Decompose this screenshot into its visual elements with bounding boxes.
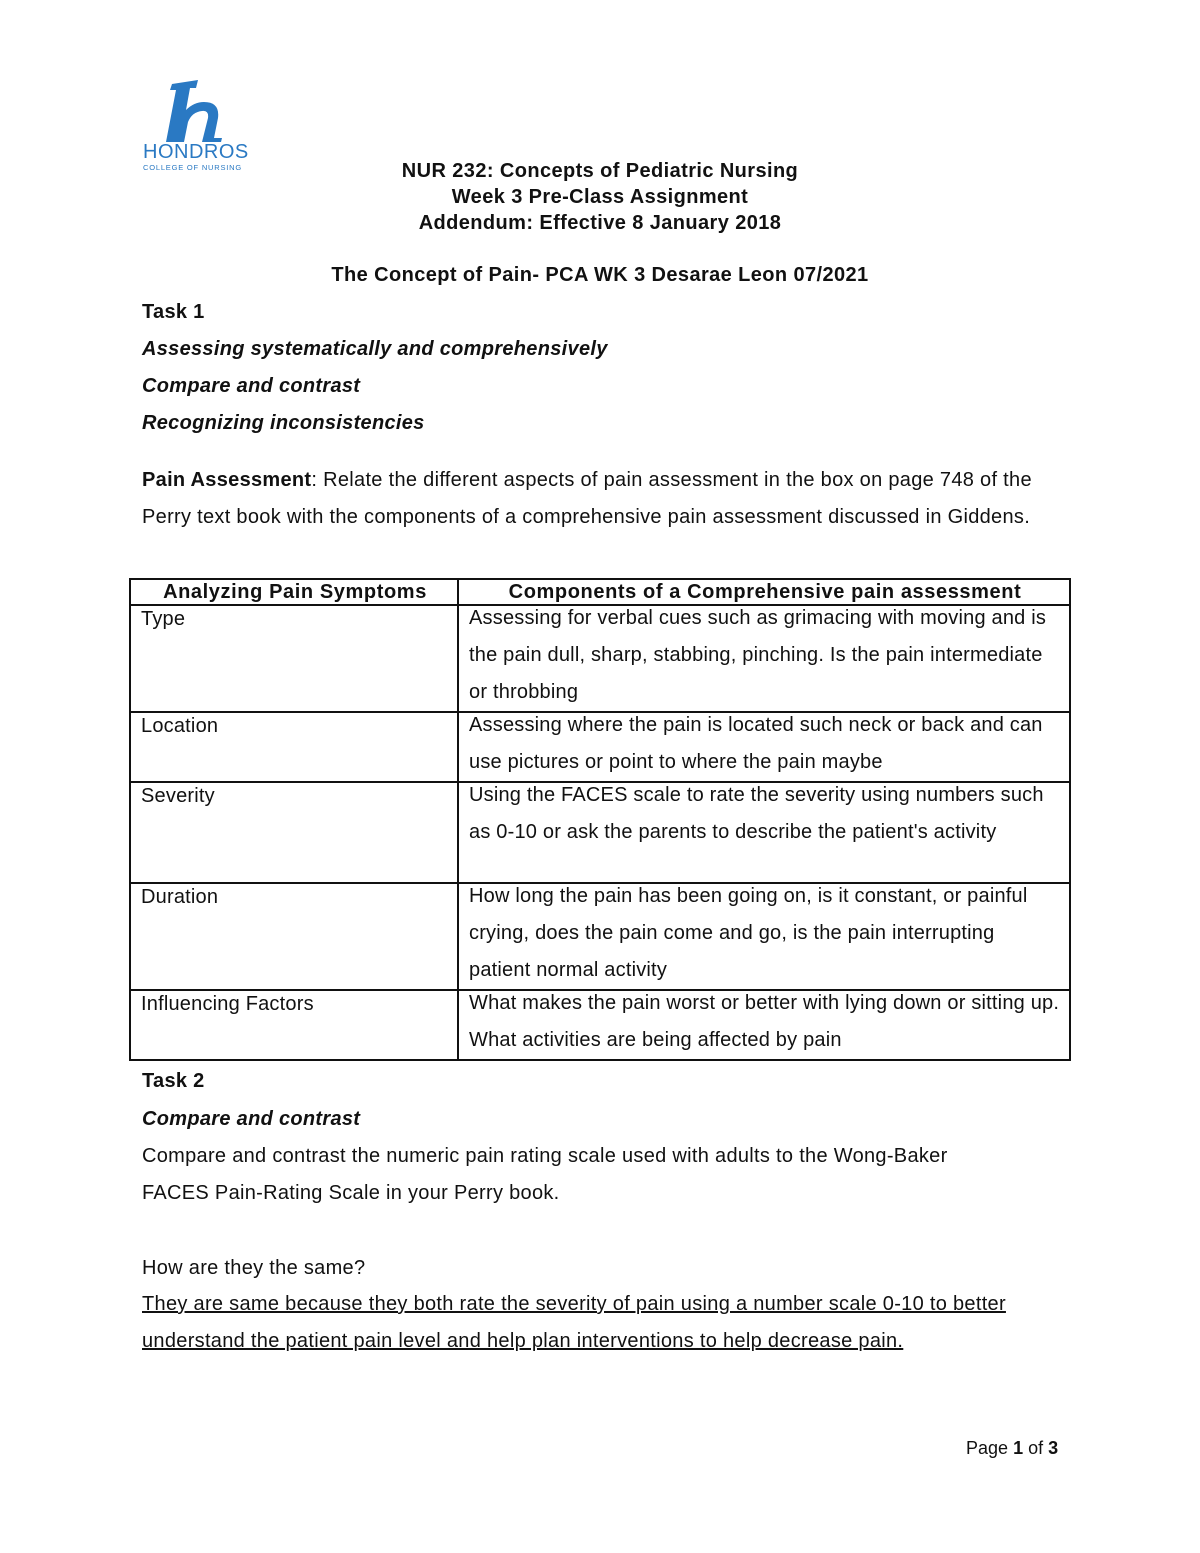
page-number <box>966 1438 1058 1459</box>
component-cell <box>458 605 1070 712</box>
of-word: of <box>1028 1438 1044 1458</box>
component-cell <box>458 990 1070 1060</box>
component-cell <box>458 883 1070 990</box>
symptom-cell: Type <box>130 605 458 712</box>
task1-objective-1: Assessing systematically and comprehensively <box>142 338 608 360</box>
component-text: How long the pain has been going on, is it constant, or painful crying, does the pain come and go, is the pain interrupting patient normal activity <box>469 885 1028 981</box>
task2-question: How are they the same? <box>142 1257 366 1279</box>
addendum-line: Addendum: Effective 8 January 2018 <box>418 212 782 234</box>
table-row <box>130 712 1070 782</box>
component-cell <box>458 782 1070 883</box>
component-text: What makes the pain worst or better with lying down or sitting up. What activities are being affected by pain <box>469 992 1060 1051</box>
table-row <box>130 782 1070 883</box>
pain-assessment-table <box>129 578 1071 1061</box>
course-title: NUR 232: Concepts of Pediatric Nursing <box>401 160 799 182</box>
assignment-title: Week 3 Pre-Class Assignment <box>451 186 749 208</box>
component-text: Using the FACES scale to rate the severity using numbers such as 0-10 or ask the parents to describe the patient's activity <box>469 784 1044 843</box>
current-page: 1 <box>1013 1438 1024 1458</box>
total-pages: 3 <box>1048 1438 1059 1458</box>
task1-prompt <box>142 462 1062 536</box>
component-cell <box>458 712 1070 782</box>
task2-heading: Task 2 <box>142 1070 205 1092</box>
task1-heading: Task 1 <box>142 301 205 323</box>
task2-prompt: Compare and contrast the numeric pain rating scale used with adults to the Wong-Baker FACES Pain-Rating Scale in your Perry book. <box>142 1145 948 1204</box>
logo-name: HONDROS <box>143 141 249 163</box>
concept-title: The Concept of Pain- PCA WK 3 Desarae Leon 07/2021 <box>331 264 869 286</box>
task1-prompt-label: Pain Assessment <box>142 469 312 491</box>
page-word: Page <box>966 1438 1009 1458</box>
logo-subtitle: COLLEGE OF NURSING <box>143 163 242 172</box>
component-text: Assessing for verbal cues such as grimacing with moving and is the pain dull, sharp, stabbing, pinching. Is the pain intermediate or throbbing <box>469 607 1047 703</box>
task2-objective: Compare and contrast <box>142 1108 361 1130</box>
task1-objective-3: Recognizing inconsistencies <box>142 412 425 434</box>
column-header-components: Components of a Comprehensive pain assessment <box>458 579 1070 605</box>
table-row <box>130 883 1070 990</box>
symptom-cell: Duration <box>130 883 458 990</box>
table-row <box>130 990 1070 1060</box>
task1-objective-2: Compare and contrast <box>142 375 361 397</box>
column-header-symptoms: Analyzing Pain Symptoms <box>130 579 458 605</box>
symptom-cell: Location <box>130 712 458 782</box>
table-row <box>130 605 1070 712</box>
task1-prompt-text: : Relate the different aspects of pain assessment in the box on page 748 of the Perry text book with the components of a comprehensive pain assessment discussed in Giddens. <box>142 469 1032 528</box>
task2-answer: They are same because they both rate the severity of pain using a number scale 0-10 to better understand the patient pain level and help plan interventions to help decrease pain. <box>142 1293 1006 1352</box>
symptom-cell: Severity <box>130 782 458 883</box>
component-text: Assessing where the pain is located such neck or back and can use pictures or point to where the pain maybe <box>469 714 1043 773</box>
symptom-cell: Influencing Factors <box>130 990 458 1060</box>
